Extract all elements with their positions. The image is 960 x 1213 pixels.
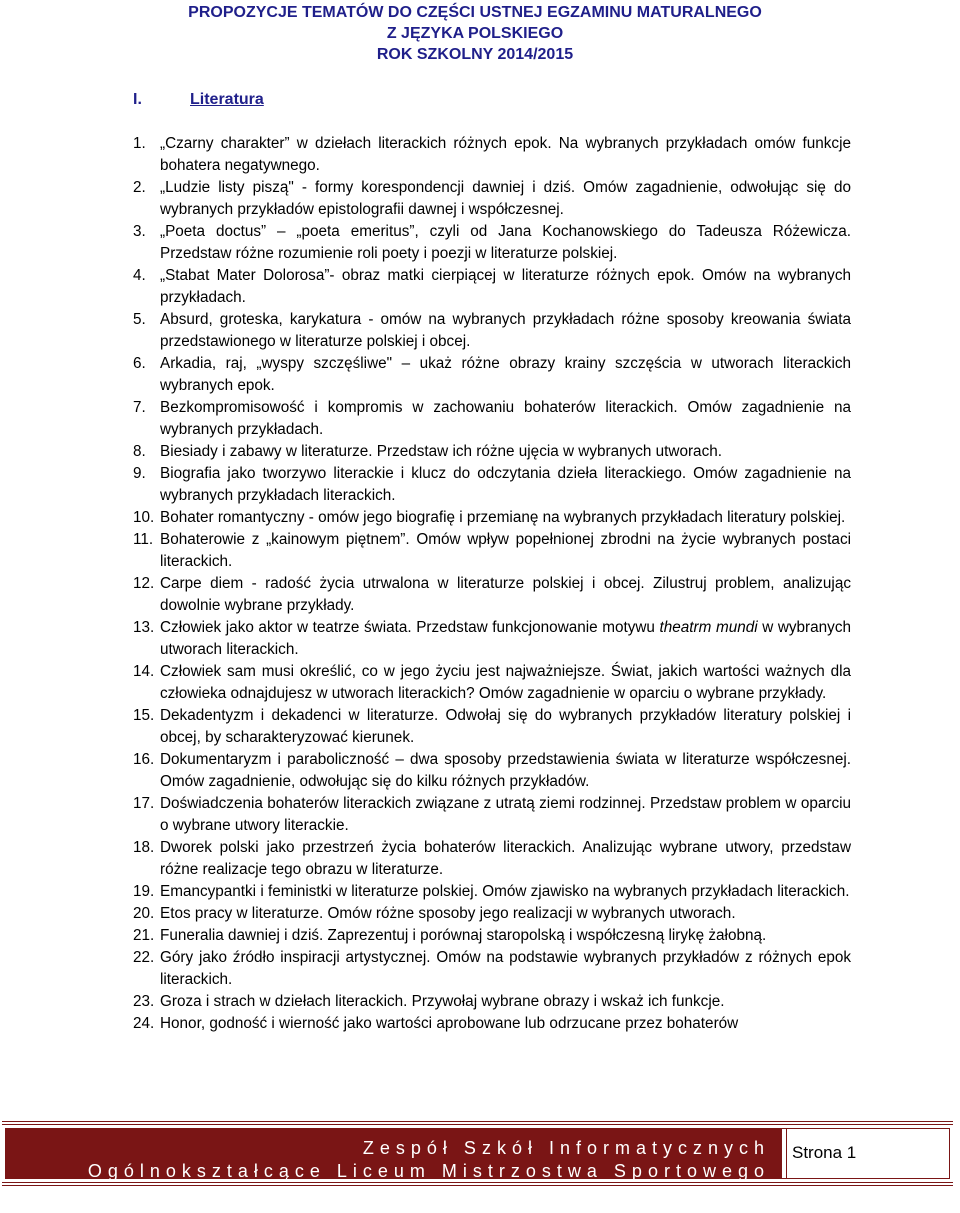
topic-number-text: 3. [133, 223, 146, 240]
footer-divider [786, 1129, 787, 1178]
topic-list [127, 133, 851, 1035]
topic-text: Arkadia, raj, „wyspy szczęśliwe" – ukaż różne obrazy krainy szczęścia w utworach literackich wybranych epok. [160, 355, 851, 394]
header-title-line1: PROPOZYCJE TEMATÓW DO CZĘŚCI USTNEJ EGZAMINU MATURALNEGO [188, 4, 762, 21]
topic-item [127, 947, 851, 991]
topic-number-text: 13. [133, 619, 155, 636]
topic-text: Bezkompromisowość i kompromis w zachowaniu bohaterów literackich. Omów zagadnienie na wybranych przykładach. [160, 399, 851, 438]
topic-number [127, 705, 160, 749]
topic-number-text: 9. [133, 465, 146, 482]
topic-number-text: 4. [133, 267, 146, 284]
topic-number [127, 925, 160, 947]
topic-number [127, 1013, 160, 1035]
topic-number [127, 397, 160, 441]
topic-item [127, 265, 851, 309]
topic-item [127, 177, 851, 221]
topic-text: Biografia jako tworzywo literackie i klucz do odczytania dzieła literackiego. Omów zagadnienie na wybranych przykładach literackich. [160, 465, 851, 504]
section-number: I. [133, 91, 142, 108]
topic-number-text: 19. [133, 883, 155, 900]
topic-item [127, 705, 851, 749]
topic-text: „Stabat Mater Dolorosa”- obraz matki cierpiącej w literaturze różnych epok. Omów na wybranych przykładach. [160, 267, 851, 306]
topic-text-part: Człowiek jako aktor w teatrze świata. Przedstaw funkcjonowanie motywu [160, 619, 660, 636]
topic-text: Doświadczenia bohaterów literackich związane z utratą ziemi rodzinnej. Przedstaw problem w oparciu o wybrane utwory literackie. [160, 795, 851, 834]
topic-number [127, 309, 160, 353]
topic-number [127, 661, 160, 705]
topic-number-text: 14. [133, 663, 155, 680]
topic-text: Człowiek sam musi określić, co w jego życiu jest najważniejsze. Świat, jakich wartości ważnych dla człowieka odnajdujesz w utworach literackich? Omów zagadnienie w oparciu o wybrane przykłady. [160, 663, 851, 702]
topic-number-text: 10. [133, 509, 155, 526]
topic-item [127, 353, 851, 397]
topic-text-italic: theatrm mundi [659, 619, 758, 636]
page-number: Strona 1 [792, 1143, 857, 1162]
topic-number [127, 903, 160, 925]
topic-item [127, 749, 851, 793]
topic-item [127, 463, 851, 507]
topic-text: Dokumentaryzm i paraboliczność – dwa sposoby przedstawienia świata w literaturze współczesnej. Omów zagadnienie, odwołując się do kilku różnych przykładów. [160, 751, 851, 790]
footer-frame [5, 1128, 950, 1179]
topic-text: Carpe diem - radość życia utrwalona w literaturze polskiej i obcej. Zilustruj problem, analizując dowolnie wybrane przykłady. [160, 575, 851, 614]
topic-text: Honor, godność i wierność jako wartości aprobowane lub odrzucane przez bohaterów [160, 1015, 739, 1032]
topic-number-text: 5. [133, 311, 146, 328]
footer-school-subtitle: Ogólnokształcące Liceum Mistrzostwa Sportowego [87, 1161, 770, 1181]
topic-number [127, 749, 160, 793]
topic-number-text: 12. [133, 575, 155, 592]
document-header [0, 2, 950, 65]
topic-number-text: 17. [133, 795, 155, 812]
topic-item [127, 441, 851, 463]
topic-item [127, 617, 851, 661]
topic-number [127, 617, 160, 661]
topic-text: Funeralia dawniej i dziś. Zaprezentuj i porównaj staropolską i współczesną lirykę żałobną. [160, 927, 767, 944]
topic-number [127, 573, 160, 617]
topic-text: Bohater romantyczny - omów jego biografię i przemianę na wybranych przykładach literatury polskiej. [160, 509, 846, 526]
topic-item [127, 529, 851, 573]
topic-text: Absurd, groteska, karykatura - omów na wybranych przykładach różne sposoby kreowania świata przedstawionego w literaturze polskiej i obcej. [160, 311, 851, 350]
topic-text: Biesiady i zabawy w literaturze. Przedstaw ich różne ujęcia w wybranych utworach. [160, 443, 722, 460]
topic-text: „Czarny charakter” w dziełach literackich różnych epok. Na wybranych przykładach omów funkcje bohatera negatywnego. [160, 135, 851, 174]
topic-number-text: 2. [133, 179, 146, 196]
topic-item [127, 903, 851, 925]
topic-number-text: 18. [133, 839, 155, 856]
topic-item [127, 991, 851, 1013]
topic-text: Góry jako źródło inspiracji artystycznej. Omów na podstawie wybranych przykładów z różnych epok literackich. [160, 949, 851, 988]
topic-number [127, 441, 160, 463]
topic-item [127, 397, 851, 441]
topic-text: „Poeta doctus” – „poeta emeritus”, czyli od Jana Kochanowskiego do Tadeusza Różewicza. Przedstaw różne rozumienie roli poety i poezji w literaturze polskiej. [160, 223, 851, 262]
page-footer [2, 1121, 953, 1186]
topic-number-text: 7. [133, 399, 146, 416]
topic-item [127, 573, 851, 617]
topic-number [127, 991, 160, 1013]
topic-number-text: 21. [133, 927, 155, 944]
topic-text: „Ludzie listy piszą" - formy korespondencji dawniej i dziś. Omów zagadnienie, odwołując się do wybranych przykładów epistolografii dawnej i współczesnej. [160, 179, 851, 218]
footer-school-banner [6, 1129, 782, 1181]
topic-item [127, 507, 851, 529]
topic-number [127, 177, 160, 221]
topic-item [127, 221, 851, 265]
topic-number [127, 881, 160, 903]
topic-number-text: 23. [133, 993, 155, 1010]
topic-number [127, 837, 160, 881]
topic-number-text: 15. [133, 707, 155, 724]
topic-number-text: 22. [133, 949, 155, 966]
topic-number-text: 16. [133, 751, 155, 768]
topic-number [127, 793, 160, 837]
header-title-line2: Z JĘZYKA POLSKIEGO [386, 25, 564, 42]
footer-school-name: Zespół Szkół Informatycznych [362, 1138, 770, 1158]
topic-item [127, 309, 851, 353]
topic-item [127, 793, 851, 837]
topic-number [127, 507, 160, 529]
topic-number [127, 221, 160, 265]
topic-item [127, 881, 851, 903]
topic-text-part: w wybranych utworach literackich. [160, 619, 851, 658]
topic-number [127, 133, 160, 177]
section-heading [133, 89, 264, 111]
topic-item [127, 925, 851, 947]
section-title: Literatura [190, 91, 264, 108]
topic-text: Dworek polski jako przestrzeń życia bohaterów literackich. Analizując wybrane utwory, przedstaw różne realizacje tego obrazu w literaturze. [160, 839, 851, 878]
topic-number [127, 265, 160, 309]
topic-number-text: 8. [133, 443, 146, 460]
topic-text: Etos pracy w literaturze. Omów różne sposoby jego realizacji w wybranych utworach. [160, 905, 736, 922]
topic-number-text: 6. [133, 355, 146, 372]
topic-item [127, 837, 851, 881]
topic-number [127, 529, 160, 573]
topic-text: Dekadentyzm i dekadenci w literaturze. Odwołaj się do wybranych przykładów literatury polskiej i obcej, by scharakteryzować kierunek. [160, 707, 851, 746]
topic-text: Emancypantki i feministki w literaturze polskiej. Omów zjawisko na wybranych przykładach literackich. [160, 883, 850, 900]
header-title-line3: ROK SZKOLNY 2014/2015 [376, 46, 574, 63]
topic-number [127, 463, 160, 507]
topic-item [127, 1013, 851, 1035]
topic-text [160, 617, 851, 661]
topic-number-text: 1. [133, 135, 146, 152]
topic-number-text: 11. [133, 531, 154, 548]
topic-item [127, 661, 851, 705]
topic-number-text: 24. [133, 1015, 155, 1032]
topic-text: Bohaterowie z „kainowym piętnem”. Omów wpływ popełnionej zbrodni na życie wybranych postaci literackich. [160, 531, 851, 570]
topic-text: Groza i strach w dziełach literackich. Przywołaj wybrane obrazy i wskaż ich funkcje. [160, 993, 725, 1010]
topic-number [127, 353, 160, 397]
topic-number-text: 20. [133, 905, 155, 922]
topic-number [127, 947, 160, 991]
topic-item [127, 133, 851, 177]
